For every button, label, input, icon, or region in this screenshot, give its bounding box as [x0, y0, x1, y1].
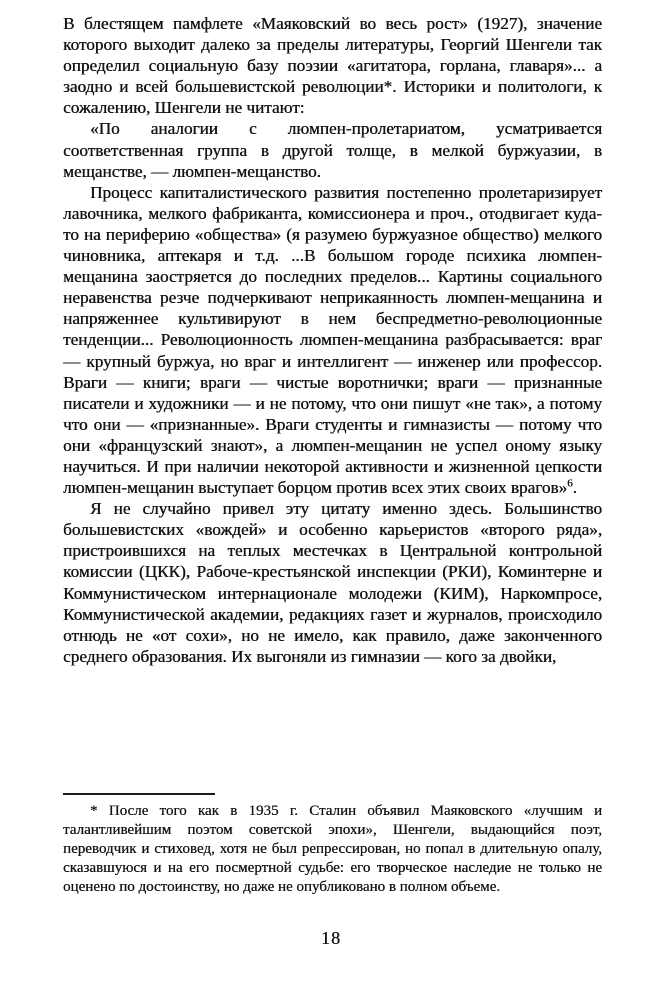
- footnote-body: После того как в 1935 г. Сталин объявил Маяковского «лучшим и талантливейшим поэтом советской эпохи», Шенгели, выдающийся поэт, переводчик и стиховед, хотя не был репрессирован, но попал в длительную опалу, сказавшуюся и на его посмертной судьбе: его творческое наследие не только не оценено по достоинству, но даже не опубликовано в полном объеме.: [63, 803, 602, 895]
- body-text: [63, 13, 602, 667]
- paragraph-3-text: Процесс капиталистического развития постепенно пролетаризирует лавочника, мелкого фабриканта, комиссионера и проч., отодвигает куда-то на периферию «общества» (я разумею буржуазное общество) мелкого чиновника, аптекаря и т.д. ...В большом городе психика люмпен-мещанина заостряется до последних пределов... Картины социального неравенства резче подчеркивают неприкаянность люмпен-мещанина и напряженнее культивируют в нем беспредметно-революционные тенденции... Революционность люмпен-мещанина разбрасывается: враг — крупный буржуа, но враг и интеллигент — инженер или профессор. Враги — книги; враги — чистые воротнички; враги — признанные писатели и художники — и не потому, что они пишут «не так», а потому что они — «признанные». Враги студенты и гимназисты — потому что они «французский знают», а люмпен-мещанин не успел оному языку научиться. И при наличии некоторой активности и жизненной цепкости люмпен-мещанин выступает борцом против всех этих своих врагов»: [63, 182, 602, 498]
- page-number: 18: [321, 928, 341, 948]
- footnote-reference-6: 6: [567, 477, 573, 490]
- footnote: [63, 802, 602, 897]
- paragraph-1: В блестящем памфлете «Маяковский во весь рост» (1927), значение которого выходит далеко за пределы литературы, Георгий Шенгели так определил социальную базу поэзии «агитатора, горлана, главаря»... а заодно и всей большевистской революции*. Историки и политологи, к сожалению, Шенгели не читают:: [63, 14, 602, 118]
- footnote-section: [63, 793, 602, 897]
- footnote-divider: [63, 793, 215, 795]
- footnote-marker: *: [90, 803, 98, 819]
- paragraph-3: [63, 182, 602, 498]
- paragraph-4: Я не случайно привел эту цитату именно здесь. Большинство большевистских «вождей» и особенно карьеристов «второго ряда», пристроившихся на теплых местечках в Центральной контрольной комиссии (ЦКК), Рабоче-крестьянской инспекции (РКИ), Коминтерне и Коммунистическом интернационале молодежи (КИМ), Наркомпросе, Коммунистической академии, редакциях газет и журналов, происходило отнюдь не «от сохи», но не имело, как правило, даже законченного среднего образования. Их выгоняли из гимназии — кого за двойки,: [63, 499, 602, 666]
- paragraph-3-end: .: [572, 478, 577, 498]
- paragraph-2: «По аналогии с люмпен-пролетариатом, усматривается соответственная группа в другой толще, в мелкой буржуазии, в мещанстве, — люмпен-мещанство.: [63, 119, 602, 181]
